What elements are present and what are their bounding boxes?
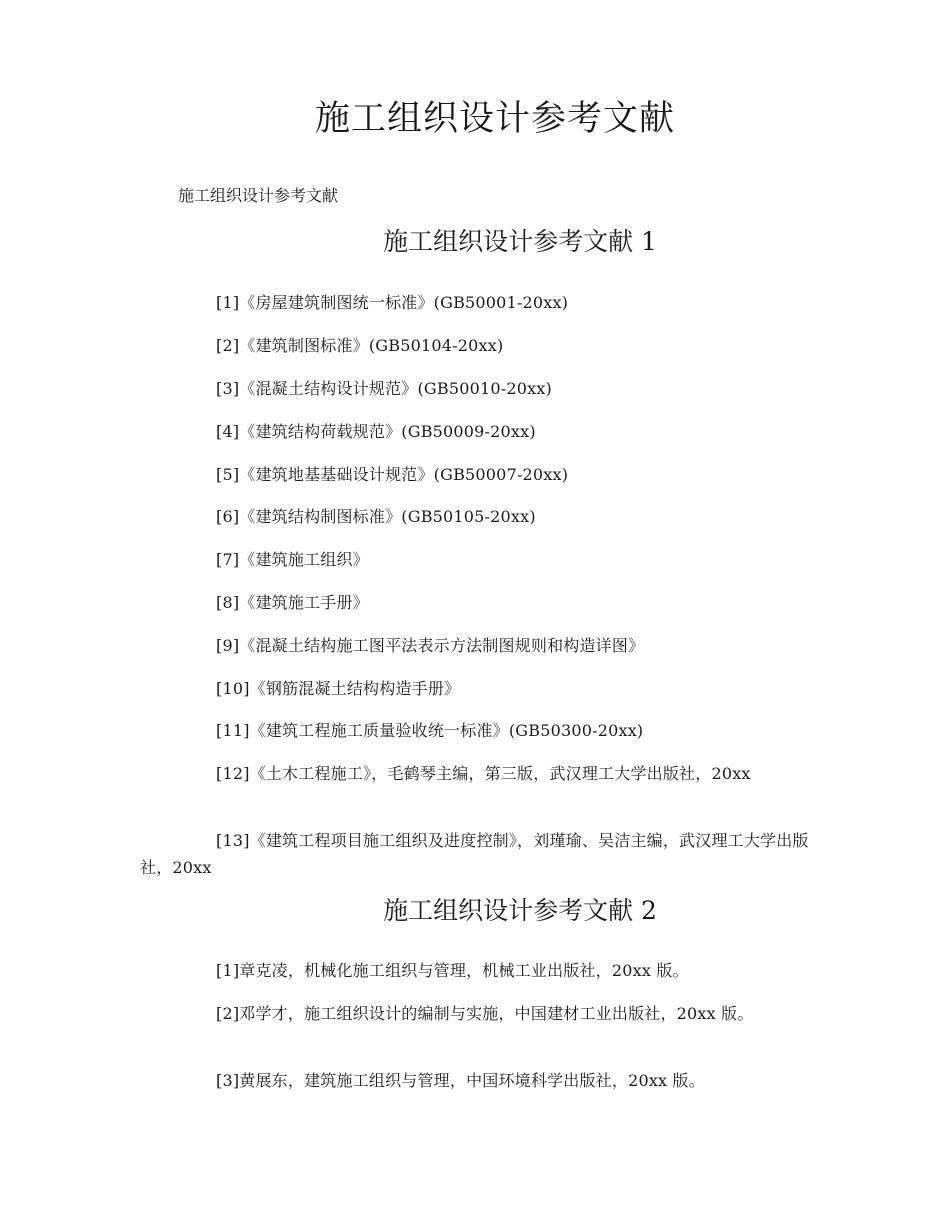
reference-item: [3]《混凝土结构设计规范》(GB50010-20xx): [216, 379, 552, 398]
reference-item: [9]《混凝土结构施工图平法表示方法制图规则和构造详图》: [216, 636, 645, 655]
reference-item: [11]《建筑工程施工质量验收统一标准》(GB50300-20xx): [216, 721, 644, 740]
reference-item: [8]《建筑施工手册》: [216, 593, 369, 612]
reference-item: [12]《土木工程施工》，毛鹤琴主编，第三版，武汉理工大学出版社，20xx: [216, 764, 751, 783]
reference-item: [10]《钢筋混凝土结构构造手册》: [216, 679, 461, 698]
reference-item: [5]《建筑地基基础设计规范》(GB50007-20xx): [216, 465, 569, 484]
reference-item: [3]黄展东，建筑施工组织与管理，中国环境科学出版社，20xx 版。: [216, 1071, 705, 1090]
section-heading: 施工组织设计参考文献 2: [383, 896, 657, 925]
reference-item: [6]《建筑结构制图标准》(GB50105-20xx): [216, 507, 536, 526]
reference-item: [2]邓学才，施工组织设计的编制与实施，中国建材工业出版社，20xx 版。: [216, 1004, 754, 1023]
reference-item: [7]《建筑施工组织》: [216, 550, 369, 569]
document-subtitle: 施工组织设计参考文献: [178, 186, 339, 205]
document-title: 施工组织设计参考文献: [314, 99, 675, 139]
reference-item: [1]《房屋建筑制图统一标准》(GB50001-20xx): [216, 293, 569, 312]
reference-item: [2]《建筑制图标准》(GB50104-20xx): [216, 336, 504, 355]
reference-item: [4]《建筑结构荷载规范》(GB50009-20xx): [216, 422, 536, 441]
reference-item: [13]《建筑工程项目施工组织及进度控制》，刘瑾瑜、吴洁主编，武汉理工大学出版社，20xx: [140, 831, 809, 877]
reference-item: [1]章克凌，机械化施工组织与管理，机械工业出版社，20xx 版。: [216, 961, 689, 980]
section-heading: 施工组织设计参考文献 1: [383, 227, 657, 256]
